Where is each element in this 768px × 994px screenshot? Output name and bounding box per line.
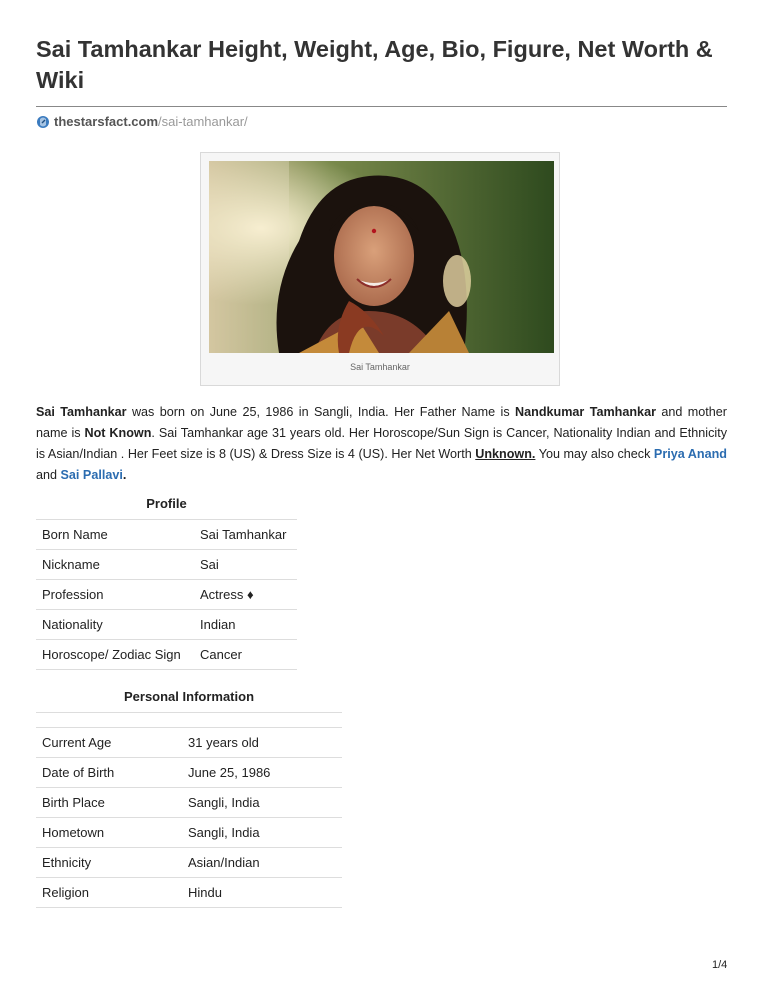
row-value: Actress ♦ [194, 580, 297, 610]
page-number: 1/4 [712, 959, 728, 971]
row-key: Birth Place [36, 788, 182, 818]
profile-heading: Profile [146, 496, 187, 511]
row-key: Hometown [36, 818, 182, 848]
bio-text-2: and mother name is [36, 405, 727, 440]
personal-info-heading: Personal Information [123, 689, 255, 704]
bio-name: Sai Tamhankar [36, 405, 127, 419]
row-key: Profession [36, 580, 194, 610]
row-value: 31 years old [182, 728, 342, 758]
table-row [36, 520, 297, 550]
bio-text-3: . Sai Tamhankar age 31 years old. Her Horoscope/Sun Sign is Cancer, Nationality Indian and Ethnicity is Asian/Indian . Her Feet size is 8 (US) & Dress Size is 4 (US). Her Net Worth [36, 426, 727, 461]
bio-text-1: was born on June 25, 1986 in Sangli, India. Her Father Name is [126, 405, 516, 419]
source-path[interactable]: /sai-tamhankar/ [158, 114, 248, 129]
table-spacer-row [36, 713, 342, 728]
row-value: Sangli, India [182, 788, 342, 818]
table-row [36, 848, 342, 878]
row-value: Hindu [182, 878, 342, 908]
table-row [36, 878, 342, 908]
table-row [36, 818, 342, 848]
bio-mother-name: Not Known [84, 426, 152, 440]
row-key: Nickname [36, 550, 194, 580]
row-value: Asian/Indian [182, 848, 342, 878]
row-key: Nationality [36, 610, 194, 640]
featured-image-frame [200, 152, 560, 386]
bio-paragraph [36, 402, 727, 486]
row-key: Date of Birth [36, 758, 182, 788]
table-row [36, 728, 342, 758]
table-row [36, 788, 342, 818]
row-value: Sai Tamhankar [194, 520, 297, 550]
row-value: Sangli, India [182, 818, 342, 848]
bio-text-6: . [122, 468, 127, 482]
bio-text-5: and [36, 468, 61, 482]
row-key: Born Name [36, 520, 194, 550]
table-row [36, 640, 297, 670]
profile-table [36, 496, 297, 670]
table-row [36, 758, 342, 788]
source-line [36, 114, 248, 130]
image-caption: Sai Tamhankar [350, 362, 410, 372]
table-row [36, 580, 297, 610]
link-sai-pallavi[interactable]: Sai Pallavi [60, 468, 123, 482]
row-value: June 25, 1986 [182, 758, 342, 788]
row-value: Sai [194, 550, 297, 580]
page-title: Sai Tamhankar Height, Weight, Age, Bio, Figure, Net Worth & Wiki [36, 36, 713, 93]
row-value: Cancer [194, 640, 297, 670]
row-key: Horoscope/ Zodiac Sign [36, 640, 194, 670]
title-divider [36, 106, 727, 107]
bio-father-name: Nandkumar Tamhankar [515, 405, 656, 419]
row-key: Current Age [36, 728, 182, 758]
link-priya-anand[interactable]: Priya Anand [653, 447, 727, 461]
source-domain[interactable]: thestarsfact.com [54, 114, 159, 129]
personal-info-table [36, 689, 342, 908]
bio-net-worth: Unknown. [475, 447, 536, 461]
row-value: Indian [194, 610, 297, 640]
row-key: Religion [36, 878, 182, 908]
portrait-photo [209, 161, 554, 353]
site-favicon-icon [36, 114, 50, 130]
bio-text-4: You may also check [535, 447, 654, 461]
row-key: Ethnicity [36, 848, 182, 878]
table-row [36, 610, 297, 640]
table-row [36, 550, 297, 580]
